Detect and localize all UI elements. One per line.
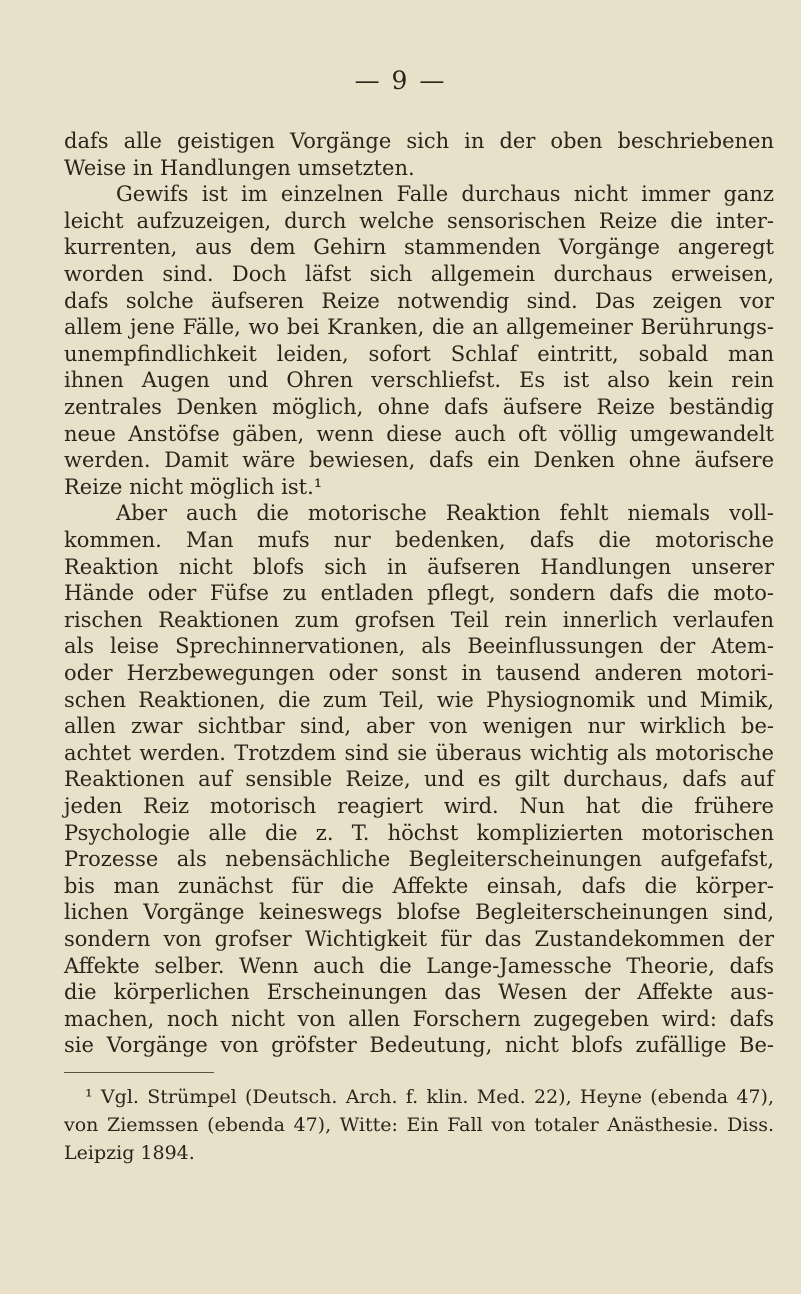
text-line: werden. Damit wäre bewiesen, dafs ein Denken ohne äufsere [64,448,774,473]
text-line: jeden Reiz motorisch reagiert wird. Nun hat die frühere [64,794,774,818]
text-line: sie Vorgänge von gröfster Bedeutung, nicht blofs zufällige Be- [64,1033,774,1058]
text-line: Hände oder Füfse zu entladen pflegt, sondern dafs die moto- [64,581,774,606]
text-line: dafs solche äufseren Reize notwendig sind. Das zeigen vor [64,288,774,313]
text-line: zentrales Denken möglich, ohne dafs äufsere Reize beständig [64,395,774,419]
text-line: unempfindlichkeit leiden, sofort Schlaf eintritt, sobald man [64,341,774,366]
footnote-line: von Ziemssen (ebenda 47), Witte: Ein Fall von totaler Anästhesie. Diss. [64,1114,774,1137]
text-line: bis man zunächst für die Affekte einsah, dafs die körper- [64,873,774,898]
text-line: Reaktionen auf sensible Reize, und es gilt durchaus, dafs auf [64,767,774,792]
text-line: Gewifs ist im einzelnen Falle durchaus nicht immer ganz [116,182,774,207]
text-line: rischen Reaktionen zum grofsen Teil rein innerlich verlaufen [64,607,774,632]
text-line: sondern von grofser Wichtigkeit für das Zustandekommen der [64,927,774,951]
text-line: ihnen Augen und Ohren verschliefst. Es ist also kein rein [64,368,774,393]
text-line: allen zwar sichtbar sind, aber von wenigen nur wirklich be- [64,714,774,739]
text-line: als leise Sprechinnervationen, als Beeinflussungen der Atem- [64,634,774,659]
footnote-line: Leipzig 1894. [64,1142,195,1165]
text-line: kommen. Man mufs nur bedenken, dafs die motorische [64,528,774,552]
footnote-separator [64,1072,214,1073]
text-line: Affekte selber. Wenn auch die Lange-Jamessche Theorie, dafs [64,953,774,978]
text-line: Aber auch die motorische Reaktion fehlt niemals voll- [116,501,774,526]
footnote-line: ¹ Vgl. Strümpel (Deutsch. Arch. f. klin. Med. 22), Heyne (ebenda 47), [85,1086,774,1109]
page-number-header: — 9 — [354,66,447,95]
text-line: oder Herzbewegungen oder sonst in tausend anderen motori- [64,661,774,685]
text-line: schen Reaktionen, die zum Teil, wie Physiognomik und Mimik, [64,687,774,712]
text-line: achtet werden. Trotzdem sind sie überaus wichtig als motorische [64,740,774,765]
text-line: die körperlichen Erscheinungen das Wesen der Affekte aus- [64,980,774,1005]
text-line: lichen Vorgänge keineswegs blofse Begleiterscheinungen sind, [64,900,774,925]
text-line: worden sind. Doch läfst sich allgemein durchaus erweisen, [64,262,774,286]
text-line: machen, noch nicht von allen Forschern zugegeben wird: dafs [64,1006,774,1031]
text-line: leicht aufzuzeigen, durch welche sensorischen Reize die inter- [64,208,774,233]
text-line: neue Anstöfse gäben, wenn diese auch oft völlig umgewandelt [64,421,774,446]
text-line: dafs alle geistigen Vorgänge sich in der oben beschriebenen [64,129,774,153]
text-line: Reaktion nicht blofs sich in äufseren Handlungen unserer [64,554,774,579]
text-line: Reize nicht möglich ist.¹ [64,474,323,499]
text-line: Weise in Handlungen umsetzten. [64,155,415,180]
text-line: allem jene Fälle, wo bei Kranken, die an allgemeiner Berührungs- [64,315,774,340]
text-line: Psychologie alle die z. T. höchst komplizierten motorischen [64,820,774,845]
text-line: Prozesse als nebensächliche Begleiterscheinungen aufgefafst, [64,847,774,872]
text-line: kurrenten, aus dem Gehirn stammenden Vorgänge angeregt [64,235,774,260]
